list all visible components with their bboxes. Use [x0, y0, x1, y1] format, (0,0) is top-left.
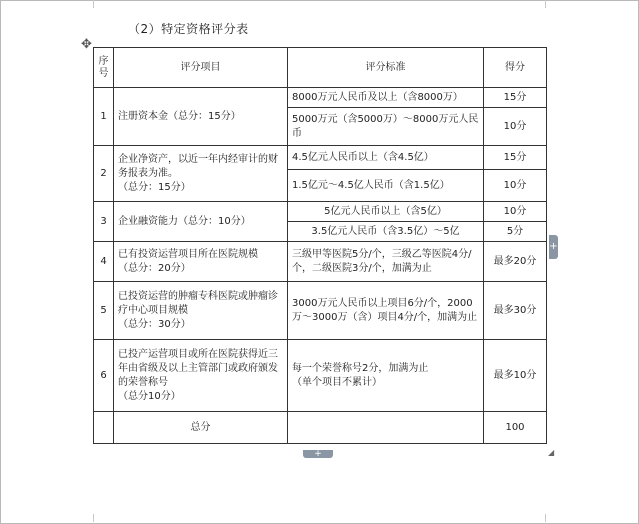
total-criteria-empty[interactable] [288, 412, 484, 444]
row-3-score-1[interactable]: 10分 [484, 202, 547, 222]
header-criteria[interactable]: 评分标准 [288, 48, 484, 88]
row-3-item[interactable]: 企业融资能力（总分：10分） [114, 202, 288, 242]
row-5-item-line-2: （总分：30分） [118, 318, 191, 330]
row-3-score-2[interactable]: 5分 [484, 222, 547, 242]
add-row-button[interactable]: + [303, 450, 333, 458]
row-6-item-line-2: （总分10分） [118, 390, 181, 402]
table-move-handle-icon[interactable]: ✥ [81, 37, 92, 52]
page-tick-bottom-left [93, 514, 94, 522]
header-seq[interactable]: 序号 [94, 48, 114, 88]
total-seq-empty[interactable] [94, 412, 114, 444]
row-2-item-line-1: 企业净资产，以近一年内经审计的财务报表为准。 [118, 153, 278, 179]
table-row [94, 282, 547, 340]
row-1-score-2[interactable]: 10分 [484, 108, 547, 146]
table-header-row [94, 48, 547, 88]
row-5-seq[interactable]: 5 [94, 282, 114, 340]
total-score[interactable]: 100 [484, 412, 547, 444]
header-item[interactable]: 评分项目 [114, 48, 288, 88]
table-resize-icon[interactable]: ◢ [548, 448, 555, 457]
row-3-criteria-2[interactable]: 3.5亿元人民币（含3.5亿）～5亿 [288, 222, 484, 242]
row-6-score[interactable]: 最多10分 [484, 340, 547, 412]
page-tick-bottom-right [545, 514, 546, 522]
add-column-button[interactable]: + [549, 235, 558, 259]
row-4-item-line-2: （总分：20分） [118, 262, 191, 274]
row-2-seq[interactable]: 2 [94, 146, 114, 202]
row-2-item-line-2: （总分：15分） [118, 181, 191, 193]
row-1-criteria-1[interactable]: 8000万元人民币及以上（含8000万） [288, 88, 484, 108]
row-3-criteria-1[interactable]: 5亿元人民币以上（含5亿） [288, 202, 484, 222]
row-2-item[interactable] [114, 146, 288, 202]
row-5-score[interactable]: 最多30分 [484, 282, 547, 340]
row-1-criteria-2[interactable]: 5000万元（含5000万）～8000万元人民币 [288, 108, 484, 146]
table-row [94, 146, 547, 170]
row-6-item[interactable] [114, 340, 288, 412]
row-4-seq[interactable]: 4 [94, 242, 114, 282]
row-2-score-1[interactable]: 15分 [484, 146, 547, 170]
row-4-score[interactable]: 最多20分 [484, 242, 547, 282]
row-5-criteria[interactable]: 3000万元人民币以上项目6分/个，2000万～3000万（含）项目4分/个，加满为止 [288, 282, 484, 340]
table-row [94, 88, 547, 108]
row-6-item-line-1: 已投产运营项目或所在医院获得近三年由省级及以上主管部门或政府颁发的荣誉称号 [118, 348, 278, 388]
page-tick-top-right [545, 0, 546, 8]
row-2-criteria-2[interactable]: 1.5亿元～4.5亿人民币（含1.5亿） [288, 170, 484, 202]
row-1-item[interactable]: 注册资本金（总分：15分） [114, 88, 288, 146]
page-tick-top-left [93, 0, 94, 8]
row-2-criteria-1[interactable]: 4.5亿元人民币以上（含4.5亿） [288, 146, 484, 170]
scoring-table [93, 47, 547, 444]
table-row [94, 202, 547, 222]
row-6-criteria-line-2: （单个项目不累计） [292, 376, 382, 388]
document-title: （2）特定资格评分表 [128, 22, 249, 36]
total-label[interactable]: 总分 [114, 412, 288, 444]
row-3-seq[interactable]: 3 [94, 202, 114, 242]
row-6-criteria-line-1: 每一个荣誉称号2分，加满为止 [292, 362, 429, 374]
row-2-score-2[interactable]: 10分 [484, 170, 547, 202]
table-row [94, 340, 547, 412]
header-score[interactable]: 得分 [484, 48, 547, 88]
row-4-item-line-1: 已有投资运营项目所在医院规模 [118, 248, 258, 260]
row-5-item[interactable] [114, 282, 288, 340]
total-row [94, 412, 547, 444]
row-6-seq[interactable]: 6 [94, 340, 114, 412]
row-1-score-1[interactable]: 15分 [484, 88, 547, 108]
row-1-seq[interactable]: 1 [94, 88, 114, 146]
table-row [94, 242, 547, 282]
row-4-criteria[interactable]: 三级甲等医院5分/个，三级乙等医院4分/个，二级医院3分/个，加满为止 [288, 242, 484, 282]
row-5-item-line-1: 已投资运营的肿瘤专科医院或肿瘤诊疗中心项目规模 [118, 290, 278, 316]
row-4-item[interactable] [114, 242, 288, 282]
row-6-criteria[interactable] [288, 340, 484, 412]
